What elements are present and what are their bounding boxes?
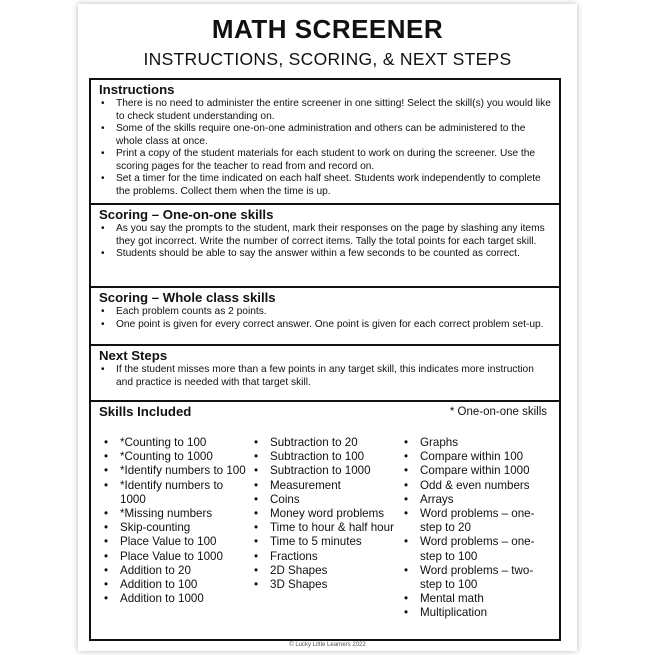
bullet-list [99,306,553,331]
list-item: • Each problem counts as 2 points. [99,306,553,319]
section-heading: Instructions [99,82,175,97]
instructions-section [91,80,559,205]
skill-item: • Subtraction to 100 [251,450,401,464]
list-item: • One point is given for every correct answer. One point is given for each correct problem set-up. [99,319,553,332]
skill-item: • Addition to 20 [101,564,251,578]
section-heading: Scoring – One-on-one skills [99,207,274,222]
list-item: • Students should be able to say the answer within a few seconds to be counted as correct. [99,248,553,261]
skill-item: • Arrays [401,493,551,507]
skill-item: • Skip-counting [101,521,251,535]
list-item: • If the student misses more than a few points in any target skill, this indicates more instruction and practice is needed with that target skill. [99,364,553,389]
section-heading: Skills Included [99,404,192,419]
skill-item: • *Identify numbers to 1000 [101,479,251,507]
skill-item: • Measurement [251,479,401,493]
list-item: • Some of the skills require one-on-one administration and others can be administered to the whole class at once. [99,123,553,148]
page-subtitle: INSTRUCTIONS, SCORING, & NEXT STEPS [143,49,512,69]
skill-item: • Odd & even numbers [401,479,551,493]
skill-item: • Word problems – two-step to 100 [401,564,551,592]
skill-item: • Subtraction to 1000 [251,464,401,478]
content-frame [89,78,561,641]
skill-item: • Coins [251,493,401,507]
skill-item: • Addition to 1000 [101,592,251,606]
scoring-whole-class-section [91,288,559,346]
skill-item: • *Counting to 100 [101,436,251,450]
one-on-one-note: * One-on-one skills [449,406,547,418]
skill-item: • Place Value to 100 [101,535,251,549]
skill-item: • 2D Shapes [251,564,401,578]
page-title: MATH SCREENER [211,14,444,44]
copyright-footer: © Lucky Little Learners 2022 [289,642,366,648]
skill-item: • Word problems – one-step to 100 [401,535,551,563]
next-steps-section [91,346,559,402]
section-heading: Next Steps [99,348,168,363]
bullet-list [99,364,553,389]
skill-item: • Mental math [401,592,551,606]
skill-item: • 3D Shapes [251,578,401,592]
skill-item: • Compare within 100 [401,450,551,464]
bullet-list [99,223,553,261]
skill-item: • Multiplication [401,606,551,620]
skills-column-2 [251,436,401,592]
skill-item: • Subtraction to 20 [251,436,401,450]
list-item: • There is no need to administer the entire screener in one sitting! Select the skill(s) you would like to check student understanding on. [99,98,553,123]
skill-item: • Compare within 1000 [401,464,551,478]
skills-column-1 [101,436,251,606]
section-heading: Scoring – Whole class skills [99,290,276,305]
skill-item: • Graphs [401,436,551,450]
skill-item: • Addition to 100 [101,578,251,592]
bullet-list [99,98,553,198]
skill-item: • *Counting to 1000 [101,450,251,464]
skill-item: • Time to hour & half hour [251,521,401,535]
skill-item: • Time to 5 minutes [251,535,401,549]
skill-item: • Money word problems [251,507,401,521]
skill-item: • Place Value to 1000 [101,550,251,564]
skill-item: • Word problems – one-step to 20 [401,507,551,535]
document-page [78,4,577,651]
skill-item: • *Missing numbers [101,507,251,521]
skills-section [91,402,559,641]
skill-item: • *Identify numbers to 100 [101,464,251,478]
skills-column-3 [401,436,551,621]
skill-item: • Fractions [251,550,401,564]
list-item: • As you say the prompts to the student, mark their responses on the page by slashing any items they got incorrect. Write the number of correct items. Tally the total points for each target skill. [99,223,553,248]
list-item: • Print a copy of the student materials for each student to work on during the screener. Use the scoring pages for the teacher to read from and record on. [99,148,553,173]
list-item: • Set a timer for the time indicated on each half sheet. Students work independently to complete the problems. Collect them when the time is up. [99,173,553,198]
scoring-one-on-one-section [91,205,559,288]
